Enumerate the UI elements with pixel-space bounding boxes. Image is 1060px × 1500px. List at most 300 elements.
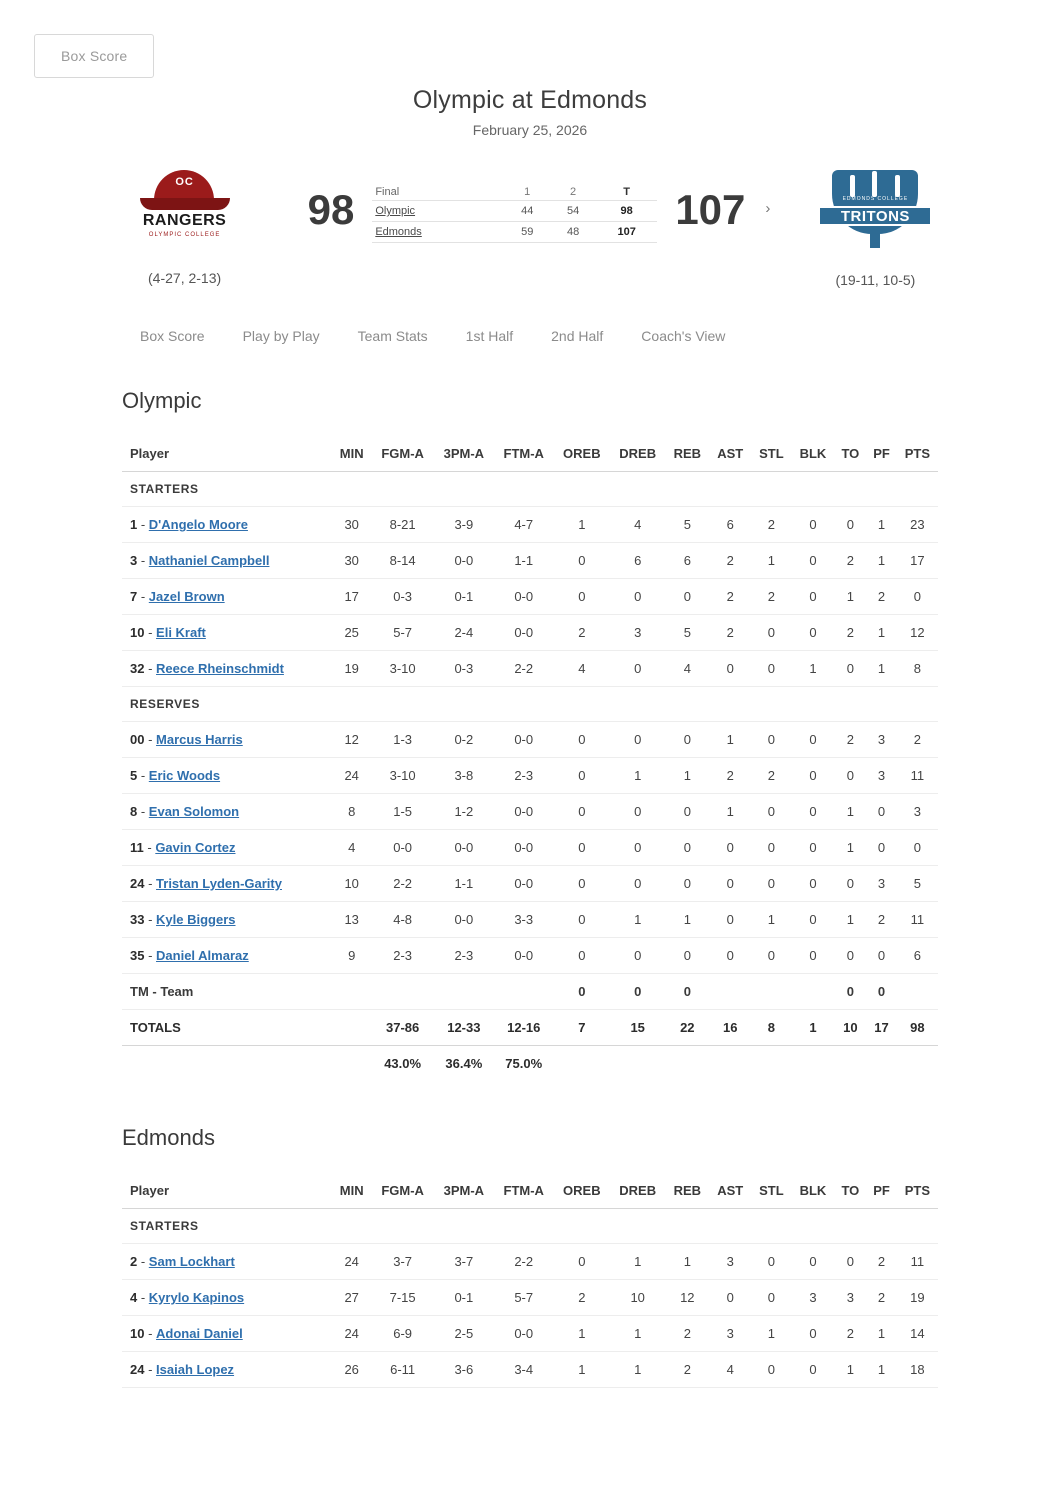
stat-ftma: 2-2	[494, 1244, 554, 1280]
stat-dreb: 0	[610, 722, 665, 758]
total-reb: 22	[665, 1010, 709, 1046]
stat-pf: 1	[866, 651, 896, 687]
stat-fgma: 6-11	[371, 1352, 434, 1388]
stat-3pma: 0-2	[434, 722, 494, 758]
stat-pts: 0	[897, 830, 938, 866]
table-header-row	[122, 1173, 938, 1209]
stat-3pma	[434, 974, 494, 1010]
stat-fgma: 4-8	[371, 902, 434, 938]
stat-blk: 0	[791, 722, 834, 758]
total-fgma: 37-86	[371, 1010, 434, 1046]
total-dreb: 15	[610, 1010, 665, 1046]
stat-ast: 3	[709, 1244, 751, 1280]
olympic-rangers-logo-icon	[132, 170, 237, 248]
stat-ftma: 0-0	[494, 579, 554, 615]
stat-dreb: 1	[610, 758, 665, 794]
stat-3pma: 3-9	[434, 507, 494, 543]
stat-oreb: 2	[554, 615, 610, 651]
stat-oreb: 0	[554, 722, 610, 758]
stat-fgma: 7-15	[371, 1280, 434, 1316]
stat-stl: 0	[751, 651, 791, 687]
stat-3pma: 0-0	[434, 543, 494, 579]
col-3pma: 3PM-A	[434, 1173, 494, 1209]
stat-oreb: 0	[554, 866, 610, 902]
stat-oreb: 4	[554, 651, 610, 687]
stat-pf: 1	[866, 615, 896, 651]
stat-reb: 5	[665, 507, 709, 543]
home-team-score: 107	[675, 186, 746, 233]
stat-dreb: 0	[610, 794, 665, 830]
stat-to: 0	[834, 758, 866, 794]
stat-min: 25	[332, 615, 371, 651]
stat-dreb: 0	[610, 579, 665, 615]
logo-subtext: EDMONDS COLLEGE	[842, 196, 909, 202]
stat-reb: 1	[665, 758, 709, 794]
col-blk: BLK	[791, 436, 834, 472]
stat-pts: 0	[897, 579, 938, 615]
stat-pts: 8	[897, 651, 938, 687]
linescore-row-away	[372, 201, 657, 222]
stat-dreb: 1	[610, 1316, 665, 1352]
stat-min: 9	[332, 938, 371, 974]
stat-fgma: 8-21	[371, 507, 434, 543]
stat-reb: 0	[665, 974, 709, 1010]
group-reserves	[122, 687, 938, 722]
player-name-link[interactable]: Marcus Harris	[156, 732, 243, 747]
player-name-link[interactable]: Tristan Lyden-Garity	[156, 876, 282, 891]
stat-oreb: 0	[554, 758, 610, 794]
topbar	[0, 0, 1060, 78]
stat-ast: 4	[709, 1352, 751, 1388]
stat-dreb: 0	[610, 830, 665, 866]
olympic-team-heading: Olympic	[122, 388, 202, 413]
stat-dreb: 0	[610, 651, 665, 687]
stat-min: 8	[332, 794, 371, 830]
linescore-status: Final	[372, 184, 504, 201]
logo-wordmark: TRITONS	[840, 208, 910, 225]
total-to: 10	[834, 1010, 866, 1046]
stat-oreb: 0	[554, 974, 610, 1010]
player-name-link[interactable]: Gavin Cortez	[155, 840, 236, 855]
stat-reb: 0	[665, 938, 709, 974]
stat-blk: 0	[791, 1244, 834, 1280]
table-row: 8 - Evan Solomon 8 1-5 1-2 0-0 0 0 0 1 0 0 1 0 3	[122, 794, 938, 830]
stat-fgma: 2-3	[371, 938, 434, 974]
col-stl: STL	[751, 1173, 791, 1209]
total-oreb: 7	[554, 1010, 610, 1046]
stat-oreb: 2	[554, 1280, 610, 1316]
stat-stl: 2	[751, 579, 791, 615]
col-player: Player	[122, 1173, 332, 1209]
table-row: 10 - Adonai Daniel 24 6-9 2-5 0-0 1 1 2 3 1 0 2 1 14	[122, 1316, 938, 1352]
stat-dreb: 3	[610, 615, 665, 651]
stat-ast: 3	[709, 1316, 751, 1352]
player-name-link[interactable]: Reece Rheinschmidt	[156, 661, 284, 676]
stat-3pma: 1-1	[434, 866, 494, 902]
col-ast: AST	[709, 436, 751, 472]
stat-stl: 2	[751, 507, 791, 543]
stat-fgma	[371, 974, 434, 1010]
stat-pts	[897, 974, 938, 1010]
stat-oreb: 1	[554, 507, 610, 543]
stat-min: 19	[332, 651, 371, 687]
stat-pts: 11	[897, 758, 938, 794]
logo-subtext: OLYMPIC COLLEGE	[148, 232, 221, 238]
tab-1st-half[interactable]: 1st Half	[465, 328, 514, 344]
tab-coachs-view[interactable]: Coach's View	[641, 328, 726, 344]
stat-pf: 1	[866, 1316, 896, 1352]
stat-pf: 2	[866, 1244, 896, 1280]
jersey-number: 32	[130, 661, 145, 676]
player-name-link[interactable]: Eric Woods	[148, 768, 221, 783]
stat-reb: 0	[665, 794, 709, 830]
stat-to: 2	[834, 1316, 866, 1352]
logo-initials: OC	[175, 176, 194, 188]
stat-3pma: 0-1	[434, 579, 494, 615]
stat-reb: 1	[665, 902, 709, 938]
stat-pf: 2	[866, 902, 896, 938]
col-fgma: FGM-A	[371, 1173, 434, 1209]
player-name-link[interactable]: Evan Solomon	[148, 804, 240, 819]
stat-to: 0	[834, 651, 866, 687]
stat-pf: 0	[866, 938, 896, 974]
col-oreb: OREB	[554, 436, 610, 472]
stat-fgma: 0-0	[371, 830, 434, 866]
jersey-number: 4	[130, 1290, 138, 1305]
stat-dreb: 1	[610, 902, 665, 938]
tab-box-score[interactable]: Box Score	[140, 328, 205, 344]
stat-ftma: 0-0	[494, 938, 554, 974]
stat-to: 2	[834, 615, 866, 651]
stat-ftma: 0-0	[494, 830, 554, 866]
stat-min: 13	[332, 902, 371, 938]
jersey-number: 10	[130, 1326, 145, 1341]
percentage-row	[122, 1046, 938, 1082]
tab-team-stats[interactable]: Team Stats	[357, 328, 428, 344]
stat-reb: 12	[665, 1280, 709, 1316]
table-row: 00 - Marcus Harris 12 1-3 0-2 0-0 0 0 0 1 0 0 2 3 2	[122, 722, 938, 758]
stat-pf: 0	[866, 974, 896, 1010]
player-name-link[interactable]: Eli Kraft	[156, 625, 206, 640]
stat-3pma: 3-6	[434, 1352, 494, 1388]
jersey-number: 1	[130, 517, 138, 532]
stat-oreb: 0	[554, 902, 610, 938]
section-tabs	[0, 328, 1060, 344]
stat-pts: 11	[897, 1244, 938, 1280]
stat-ast: 2	[709, 615, 751, 651]
player-name-link[interactable]: Kyle Biggers	[156, 912, 236, 927]
stat-pts: 5	[897, 866, 938, 902]
totals-label: TOTALS	[122, 1010, 332, 1046]
stat-to: 1	[834, 794, 866, 830]
linescore-total: 107	[596, 222, 657, 243]
stat-pts: 23	[897, 507, 938, 543]
linescore-team-name[interactable]: Edmonds	[372, 222, 504, 243]
group-starters	[122, 472, 938, 507]
stat-blk: 0	[791, 579, 834, 615]
edmonds-team-heading: Edmonds	[122, 1125, 215, 1150]
page-title: Olympic at Edmonds	[412, 86, 648, 114]
total-ftma: 12-16	[494, 1010, 554, 1046]
col-ast: AST	[709, 1173, 751, 1209]
col-3pma: 3PM-A	[434, 436, 494, 472]
player-name-link[interactable]: Jazel Brown	[148, 589, 225, 604]
col-to: TO	[834, 436, 866, 472]
stat-pts: 11	[897, 902, 938, 938]
table-row: 35 - Daniel Almaraz 9 2-3 2-3 0-0 0 0 0 0 0 0 0 0 6	[122, 938, 938, 974]
player-name-link[interactable]: Nathaniel Campbell	[148, 553, 270, 568]
pct-fg: 43.0%	[384, 1056, 422, 1071]
stat-ftma: 3-4	[494, 1352, 554, 1388]
stat-to: 1	[834, 579, 866, 615]
col-stl: STL	[751, 436, 791, 472]
stat-to: 1	[834, 1352, 866, 1388]
group-label: STARTERS	[122, 1209, 938, 1244]
total-blk: 1	[791, 1010, 834, 1046]
chevron-right-icon[interactable]: ›	[765, 200, 771, 217]
stat-dreb: 10	[610, 1280, 665, 1316]
stat-ast: 0	[709, 902, 751, 938]
stat-pts: 6	[897, 938, 938, 974]
pct-ft: 75.0%	[505, 1056, 543, 1071]
stat-pf: 2	[866, 1280, 896, 1316]
team-stats-row: TM - Team 0 0 0 0 0	[122, 974, 938, 1010]
stat-to: 3	[834, 1280, 866, 1316]
stat-ast: 1	[709, 722, 751, 758]
col-fgma: FGM-A	[371, 436, 434, 472]
jersey-number: 8	[130, 804, 138, 819]
stat-ftma: 0-0	[494, 722, 554, 758]
table-row: 5 - Eric Woods 24 3-10 3-8 2-3 0 1 1 2 2 0 0 3 11	[122, 758, 938, 794]
col-pts: PTS	[897, 1173, 938, 1209]
table-header-row	[122, 436, 938, 472]
stat-blk: 0	[791, 938, 834, 974]
stat-stl: 0	[751, 1244, 791, 1280]
stat-ast	[709, 974, 751, 1010]
stat-3pma: 0-0	[434, 830, 494, 866]
stat-reb: 0	[665, 722, 709, 758]
stat-stl: 0	[751, 866, 791, 902]
stat-min: 24	[332, 1244, 371, 1280]
stat-min: 10	[332, 866, 371, 902]
stat-stl: 2	[751, 758, 791, 794]
stat-to: 0	[834, 974, 866, 1010]
jersey-number: 24	[130, 1362, 145, 1377]
stat-blk: 0	[791, 830, 834, 866]
jersey-number: 7	[130, 589, 138, 604]
stat-blk: 1	[791, 651, 834, 687]
player-name-link[interactable]: Daniel Almaraz	[156, 948, 249, 963]
col-player: Player	[122, 436, 332, 472]
stat-pts: 14	[897, 1316, 938, 1352]
stat-stl: 0	[751, 938, 791, 974]
stat-min: 30	[332, 507, 371, 543]
stat-fgma: 1-5	[371, 794, 434, 830]
stat-reb: 4	[665, 651, 709, 687]
stat-fgma: 3-7	[371, 1244, 434, 1280]
stat-blk: 0	[791, 543, 834, 579]
stat-to: 0	[834, 507, 866, 543]
tab-play-by-play[interactable]: Play by Play	[242, 328, 320, 344]
stat-stl: 1	[751, 1316, 791, 1352]
col-min: MIN	[332, 1173, 371, 1209]
stat-pf: 3	[866, 758, 896, 794]
jersey-number: 2	[130, 1254, 138, 1269]
stat-stl: 0	[751, 615, 791, 651]
stat-ast: 0	[709, 1280, 751, 1316]
stat-reb: 6	[665, 543, 709, 579]
stat-min: 27	[332, 1280, 371, 1316]
player-name-link[interactable]: D'Angelo Moore	[148, 517, 248, 532]
jersey-number: 35	[130, 948, 145, 963]
stat-oreb: 0	[554, 830, 610, 866]
table-row: 1 - D'Angelo Moore 30 8-21 3-9 4-7 1 4 5 6 2 0 0 1 23	[122, 507, 938, 543]
col-pf: PF	[866, 436, 896, 472]
col-dreb: DREB	[610, 1173, 665, 1209]
stat-3pma: 0-0	[434, 902, 494, 938]
stat-ast: 6	[709, 507, 751, 543]
team-label-num: TM	[130, 984, 149, 999]
stat-dreb: 6	[610, 543, 665, 579]
home-team-block	[770, 164, 980, 288]
player-name-link[interactable]: Adonai Daniel	[156, 1326, 243, 1341]
player-name-link[interactable]: Sam Lockhart	[148, 1254, 235, 1269]
pct-3p: 36.4%	[445, 1056, 483, 1071]
stat-ftma: 2-2	[494, 651, 554, 687]
col-oreb: OREB	[554, 1173, 610, 1209]
stat-reb: 0	[665, 830, 709, 866]
linescore-p1: 44	[504, 201, 550, 222]
col-min: MIN	[332, 436, 371, 472]
stat-stl: 1	[751, 902, 791, 938]
stat-ftma: 0-0	[494, 866, 554, 902]
stat-pf: 1	[866, 507, 896, 543]
linescore-team-name[interactable]: Olympic	[372, 201, 504, 222]
stat-oreb: 1	[554, 1316, 610, 1352]
stat-min: 12	[332, 722, 371, 758]
stat-dreb: 1	[610, 1244, 665, 1280]
stat-pts: 2	[897, 722, 938, 758]
stat-stl: 1	[751, 543, 791, 579]
stat-stl: 0	[751, 722, 791, 758]
player-name-link[interactable]: Kyrylo Kapinos	[148, 1290, 245, 1305]
stat-blk: 0	[791, 902, 834, 938]
stat-to: 2	[834, 722, 866, 758]
stat-fgma: 5-7	[371, 615, 434, 651]
table-row: 4 - Kyrylo Kapinos 27 7-15 0-1 5-7 2 10 12 0 0 3 3 2 19	[122, 1280, 938, 1316]
col-dreb: DREB	[610, 436, 665, 472]
stat-pf: 3	[866, 722, 896, 758]
stat-3pma: 3-7	[434, 1244, 494, 1280]
stat-blk: 3	[791, 1280, 834, 1316]
linescore-table	[372, 184, 657, 243]
game-header	[0, 86, 1060, 138]
olympic-section	[0, 388, 1060, 1081]
tab-2nd-half[interactable]: 2nd Half	[551, 328, 604, 344]
jersey-number: 3	[130, 553, 138, 568]
stat-reb: 0	[665, 579, 709, 615]
away-team-block	[80, 164, 290, 286]
stat-to: 1	[834, 902, 866, 938]
total-min	[332, 1010, 371, 1046]
total-pf: 17	[866, 1010, 896, 1046]
stat-stl: 0	[751, 1352, 791, 1388]
table-row: 10 - Eli Kraft 25 5-7 2-4 0-0 2 3 5 2 0 0 2 1 12	[122, 615, 938, 651]
stat-to: 0	[834, 866, 866, 902]
stat-reb: 0	[665, 866, 709, 902]
stat-reb: 2	[665, 1352, 709, 1388]
pct-min	[332, 1046, 371, 1082]
table-row: 33 - Kyle Biggers 13 4-8 0-0 3-3 0 1 1 0 1 0 1 2 11	[122, 902, 938, 938]
stat-3pma: 0-1	[434, 1280, 494, 1316]
stat-pts: 18	[897, 1352, 938, 1388]
table-row: 11 - Gavin Cortez 4 0-0 0-0 0-0 0 0 0 0 0 0 1 0 0	[122, 830, 938, 866]
edmonds-tritons-logo-icon	[820, 170, 930, 250]
linescore-total-header: T	[596, 184, 657, 201]
stat-3pma: 0-3	[434, 651, 494, 687]
stat-dreb: 4	[610, 507, 665, 543]
stat-oreb: 0	[554, 794, 610, 830]
col-pts: PTS	[897, 436, 938, 472]
stat-fgma: 1-3	[371, 722, 434, 758]
box-score-button[interactable]: Box Score	[34, 34, 154, 78]
stat-fgma: 6-9	[371, 1316, 434, 1352]
jersey-number: 5	[130, 768, 138, 783]
stat-3pma: 2-3	[434, 938, 494, 974]
stat-blk: 0	[791, 615, 834, 651]
stat-pf: 0	[866, 794, 896, 830]
stat-3pma: 2-5	[434, 1316, 494, 1352]
col-reb: REB	[665, 436, 709, 472]
edmonds-box-score-table	[122, 1173, 938, 1388]
team-label-name: Team	[160, 984, 194, 999]
stat-blk: 0	[791, 507, 834, 543]
stat-dreb: 0	[610, 866, 665, 902]
stat-dreb: 1	[610, 1352, 665, 1388]
stat-min: 24	[332, 758, 371, 794]
stat-oreb: 1	[554, 1352, 610, 1388]
stat-fgma: 3-10	[371, 651, 434, 687]
stat-reb: 1	[665, 1244, 709, 1280]
stat-ast: 2	[709, 543, 751, 579]
stat-blk: 0	[791, 1352, 834, 1388]
stat-pf: 3	[866, 866, 896, 902]
total-3pma: 12-33	[434, 1010, 494, 1046]
group-label: STARTERS	[122, 472, 938, 507]
totals-row	[122, 1010, 938, 1046]
stat-ftma	[494, 974, 554, 1010]
stat-to: 1	[834, 830, 866, 866]
col-pf: PF	[866, 1173, 896, 1209]
total-ast: 16	[709, 1010, 751, 1046]
player-name-link[interactable]: Isaiah Lopez	[156, 1362, 235, 1377]
col-reb: REB	[665, 1173, 709, 1209]
away-team-score: 98	[307, 186, 355, 233]
stat-oreb: 0	[554, 579, 610, 615]
stat-ftma: 5-7	[494, 1280, 554, 1316]
stat-ftma: 3-3	[494, 902, 554, 938]
stat-to: 0	[834, 1244, 866, 1280]
stat-ast: 2	[709, 579, 751, 615]
jersey-number: 24	[130, 876, 145, 891]
stat-stl: 0	[751, 830, 791, 866]
stat-to: 0	[834, 938, 866, 974]
stat-min: 17	[332, 579, 371, 615]
table-row: 2 - Sam Lockhart 24 3-7 3-7 2-2 0 1 1 3 0 0 0 2 11	[122, 1244, 938, 1280]
stat-dreb: 0	[610, 974, 665, 1010]
linescore-p2: 48	[550, 222, 596, 243]
linescore-total: 98	[596, 201, 657, 222]
